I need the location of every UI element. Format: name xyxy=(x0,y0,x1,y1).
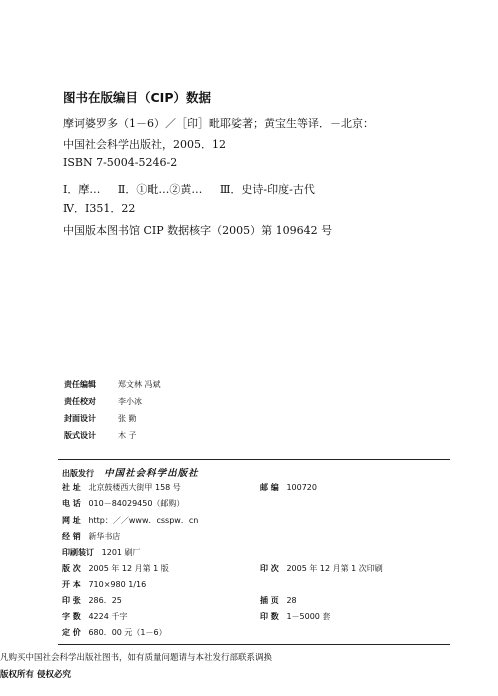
copies-label: 印 数 xyxy=(260,612,279,621)
impression-label: 印 次 xyxy=(260,564,279,573)
class-entry-3: Ⅲ．史诗-印度-古代 xyxy=(219,183,315,196)
credit-value: 郑文林 冯斌 xyxy=(118,380,161,389)
quality-notice: 凡购买中国社会科学出版社图书，如有质量问题请与本社发行部联系调换 xyxy=(0,653,273,663)
web-row xyxy=(62,515,198,526)
cip-verification: 中国版本图书馆 CIP 数据核字（2005）第 109642 号 xyxy=(63,224,333,237)
credit-label: 版式设计 xyxy=(64,431,96,440)
cip-isbn: ISBN 7-5004-5246-2 xyxy=(63,156,178,169)
credit-value: 木 子 xyxy=(118,431,137,440)
class-entry-2: Ⅱ．①毗…②黄… xyxy=(117,183,203,196)
printer-row xyxy=(62,547,141,558)
words-row xyxy=(62,611,127,622)
postcode-label: 邮 编 xyxy=(260,483,279,492)
class-entry-1: Ⅰ．摩… xyxy=(63,183,101,196)
address-row xyxy=(62,482,181,493)
sheets-value: 286．25 xyxy=(88,596,122,605)
divider-bottom xyxy=(58,644,450,645)
distributor-row xyxy=(62,531,120,542)
cip-heading: 图书在版编目（CIP）数据 xyxy=(63,90,211,105)
phone-row xyxy=(62,498,184,509)
words-label: 字 数 xyxy=(62,612,81,621)
cip-classification xyxy=(63,181,315,197)
credit-row xyxy=(64,379,161,390)
format-row xyxy=(62,579,146,590)
format-label: 开 本 xyxy=(62,580,81,589)
address-value: 北京鼓楼西大街甲 158 号 xyxy=(88,483,181,492)
credit-value: 李小冰 xyxy=(118,397,142,406)
price-value: 680．00 元（1－6） xyxy=(88,628,167,637)
impression-value: 2005 年 12 月第 1 次印刷 xyxy=(286,564,383,573)
cip-line-title: 摩诃婆罗多（1－6）／［印］毗耶娑著；黄宝生等译．－北京： xyxy=(63,117,374,130)
plates-value: 28 xyxy=(286,596,297,605)
price-row xyxy=(62,627,167,638)
rights-notice: 版权所有 侵权必究 xyxy=(0,670,71,680)
credit-label: 责任编辑 xyxy=(64,380,96,389)
phone-value: 010－84029450（邮购） xyxy=(88,499,185,508)
edition-label: 版 次 xyxy=(62,564,81,573)
price-label: 定 价 xyxy=(62,628,81,637)
sheets-label: 印 张 xyxy=(62,596,81,605)
plates-row xyxy=(260,595,297,606)
sheets-row xyxy=(62,595,122,606)
publisher-row xyxy=(62,465,199,479)
credit-label: 封面设计 xyxy=(64,414,96,423)
credit-value: 张 勤 xyxy=(118,414,137,423)
divider-top xyxy=(58,459,450,460)
credit-row xyxy=(64,396,142,407)
copies-row xyxy=(260,611,330,622)
plates-label: 插 页 xyxy=(260,596,279,605)
distributor-value: 新华书店 xyxy=(88,532,121,541)
credit-row xyxy=(64,413,137,424)
edition-value: 2005 年 12 月第 1 版 xyxy=(88,564,169,573)
cip-class-number: Ⅳ．I351．22 xyxy=(63,202,136,215)
copies-value: 1－5000 套 xyxy=(286,612,331,621)
publisher-label: 出版发行 xyxy=(62,469,94,478)
format-value: 710×980 1/16 xyxy=(88,580,147,589)
distributor-label: 经 销 xyxy=(62,532,81,541)
postcode-row xyxy=(260,482,317,493)
credit-label: 责任校对 xyxy=(64,397,96,406)
web-label: 网 址 xyxy=(62,516,81,525)
printer-value: 1201 刷厂 xyxy=(101,548,141,557)
words-value: 4224 千字 xyxy=(88,612,128,621)
impression-row xyxy=(260,563,383,574)
web-value: http：／／www．csspw．cn xyxy=(88,516,199,525)
publisher-name: 中国社会科学出版社 xyxy=(104,468,199,479)
credit-row xyxy=(64,430,137,441)
cip-line-publisher: 中国社会科学出版社，2005．12 xyxy=(63,138,226,151)
edition-row xyxy=(62,563,169,574)
printer-label: 印刷装订 xyxy=(62,548,94,557)
postcode-value: 100720 xyxy=(286,483,317,492)
phone-label: 电 话 xyxy=(62,499,81,508)
address-label: 社 址 xyxy=(62,483,81,492)
